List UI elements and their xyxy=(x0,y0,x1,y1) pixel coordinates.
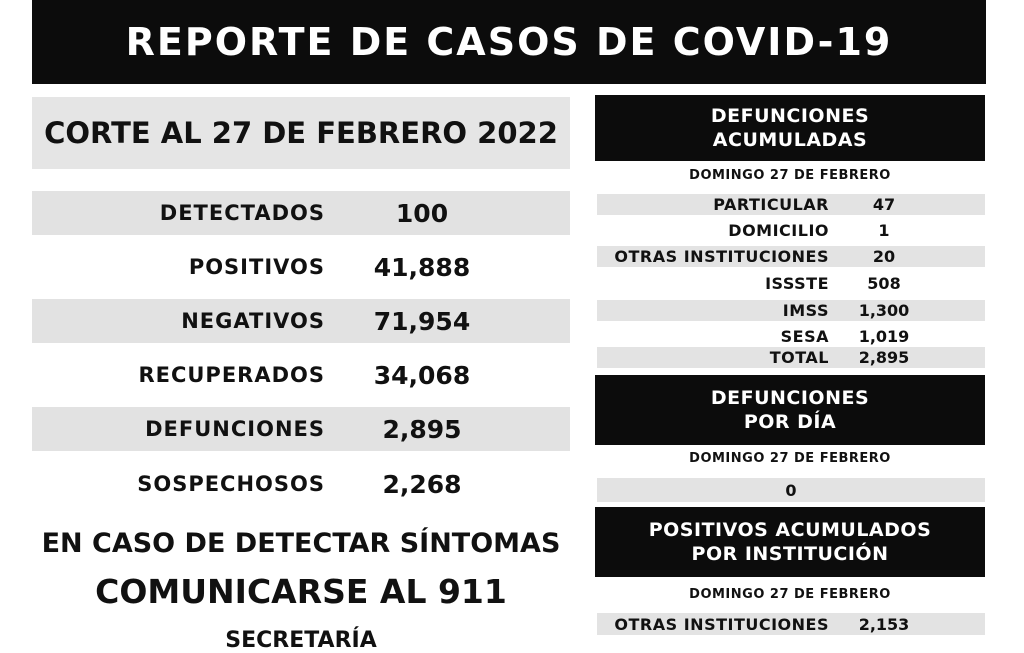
institution-label: TOTAL xyxy=(769,348,829,367)
stat-row-defunciones xyxy=(32,407,570,451)
stat-row-recuperados xyxy=(32,353,570,397)
stat-row-negativos xyxy=(32,299,570,343)
institution-value: 47 xyxy=(872,195,896,214)
stat-value: 34,068 xyxy=(373,360,471,390)
institution-label: PARTICULAR xyxy=(713,195,829,214)
institution-value: 1,300 xyxy=(858,301,910,320)
section-title-line: POR DÍA xyxy=(743,411,837,433)
emergency-number-notice: COMUNICARSE AL 911 xyxy=(95,572,507,611)
institution-row xyxy=(597,246,985,267)
stat-value: 100 xyxy=(395,198,449,228)
stat-label: POSITIVOS xyxy=(188,255,325,279)
institution-label: IMSS xyxy=(782,301,829,320)
section-title-line: DEFUNCIONES xyxy=(710,105,870,127)
institution-row xyxy=(597,194,985,215)
institution-row xyxy=(597,300,985,321)
secretaria-label: SECRETARÍA xyxy=(225,628,377,653)
section-title-line: POSITIVOS ACUMULADOS xyxy=(648,519,932,541)
section-title-line: POR INSTITUCIÓN xyxy=(691,543,889,565)
cutoff-date-banner xyxy=(32,97,570,169)
cutoff-date-label: CORTE AL 27 DE FEBRERO 2022 xyxy=(44,116,558,150)
stat-label: NEGATIVOS xyxy=(181,309,325,333)
stat-label: DEFUNCIONES xyxy=(145,417,325,441)
defunciones-por-dia-header xyxy=(595,375,985,445)
stat-value: 2,895 xyxy=(382,414,462,444)
defunciones-acumuladas-header xyxy=(595,95,985,161)
stat-label: RECUPERADOS xyxy=(138,363,325,387)
stat-label: DETECTADOS xyxy=(159,201,325,225)
stat-row-sospechosos xyxy=(32,462,570,506)
stat-value: 71,954 xyxy=(373,306,471,336)
section-date: DOMINGO 27 DE FEBRERO xyxy=(689,168,891,183)
institution-value: 20 xyxy=(872,247,896,266)
total-row xyxy=(597,347,985,368)
section-date: DOMINGO 27 DE FEBRERO xyxy=(689,587,891,602)
institution-value: 1 xyxy=(878,221,890,240)
institution-row xyxy=(597,220,985,241)
institution-value: 508 xyxy=(867,274,901,293)
stat-row-detectados xyxy=(32,191,570,235)
institution-row xyxy=(597,273,985,294)
positivos-por-institucion-header xyxy=(595,507,985,577)
institution-label: ISSSTE xyxy=(765,274,829,293)
stat-row-positivos xyxy=(32,245,570,289)
section-title-line: DEFUNCIONES xyxy=(710,387,870,409)
institution-row xyxy=(597,326,985,347)
institution-label: SESA xyxy=(780,327,829,346)
stat-value: 2,268 xyxy=(382,469,462,499)
section-title-line: ACUMULADAS xyxy=(712,129,868,151)
daily-deaths-number: 0 xyxy=(785,480,797,500)
institution-value: 2,153 xyxy=(858,614,910,634)
daily-deaths-value xyxy=(597,478,985,502)
institution-label: OTRAS INSTITUCIONES xyxy=(614,614,829,634)
section-date: DOMINGO 27 DE FEBRERO xyxy=(689,451,891,466)
report-title: REPORTE DE CASOS DE COVID-19 xyxy=(125,20,893,64)
symptoms-notice: EN CASO DE DETECTAR SÍNTOMAS xyxy=(41,528,561,559)
institution-label: OTRAS INSTITUCIONES xyxy=(614,247,829,266)
institution-value: 2,895 xyxy=(858,348,910,367)
report-title-banner xyxy=(32,0,986,84)
institution-label: DOMICILIO xyxy=(728,221,829,240)
institution-value: 1,019 xyxy=(858,327,910,346)
stat-value: 41,888 xyxy=(373,252,471,282)
institution-row xyxy=(597,613,985,635)
stat-label: SOSPECHOSOS xyxy=(137,472,325,496)
